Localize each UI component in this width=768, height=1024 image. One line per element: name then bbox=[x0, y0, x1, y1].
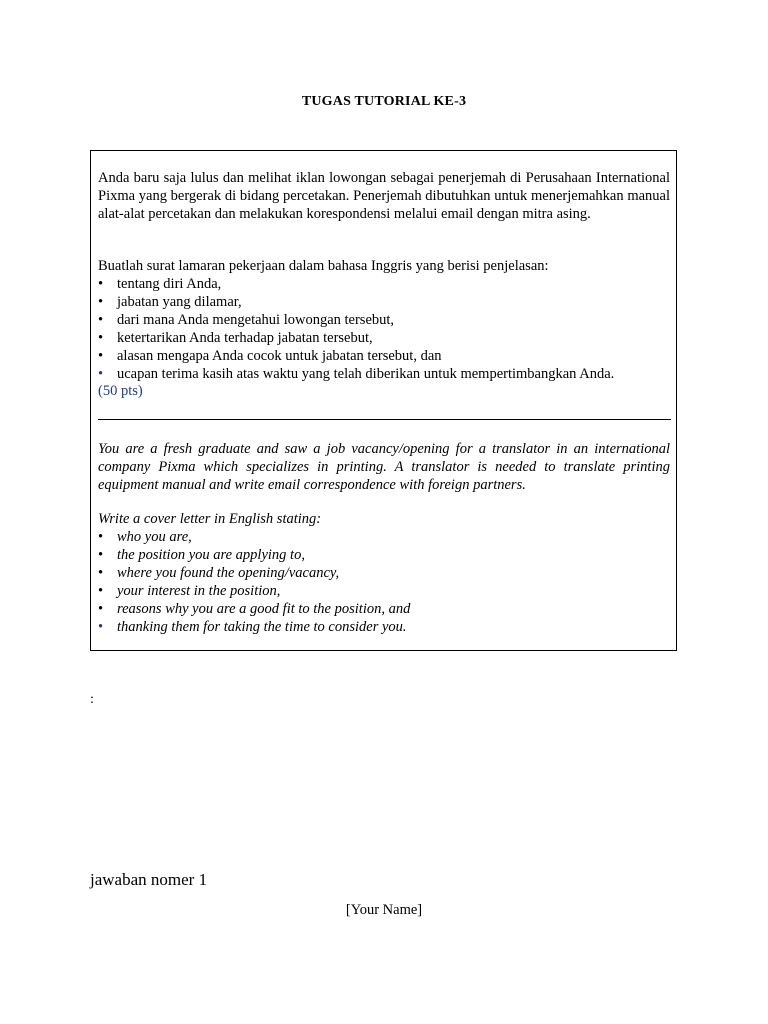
list-item bbox=[98, 347, 614, 365]
bullet-icon: • bbox=[98, 529, 104, 545]
list-item bbox=[98, 293, 614, 311]
list-item bbox=[98, 546, 410, 564]
list-item-text: your interest in the position, bbox=[117, 583, 281, 599]
bullet-icon: • bbox=[98, 366, 104, 382]
list-item-text: thanking them for taking the time to consider you. bbox=[117, 619, 407, 635]
list-item bbox=[98, 365, 614, 383]
signature-placeholder: [Your Name] bbox=[345, 902, 423, 918]
list-item-text: reasons why you are a good fit to the position, and bbox=[117, 601, 411, 617]
bullet-icon: • bbox=[98, 312, 104, 328]
list-item bbox=[98, 564, 410, 582]
colon-mark: : bbox=[90, 692, 94, 707]
bullet-icon: • bbox=[98, 330, 104, 346]
list-item bbox=[98, 600, 410, 618]
list-item-text: who you are, bbox=[117, 529, 192, 545]
list-item-text: tentang diri Anda, bbox=[117, 276, 222, 292]
assignment-box bbox=[90, 150, 677, 651]
section-divider bbox=[98, 419, 671, 420]
english-bullet-list bbox=[98, 528, 410, 636]
indonesian-bullet-list bbox=[98, 275, 614, 383]
list-item bbox=[98, 528, 410, 546]
list-item-text: the position you are applying to, bbox=[117, 547, 305, 563]
bullet-icon: • bbox=[98, 583, 104, 599]
list-item-text: ketertarikan Anda terhadap jabatan tersebut, bbox=[117, 330, 373, 346]
points-label: (50 pts) bbox=[98, 383, 143, 399]
bullet-icon: • bbox=[98, 276, 104, 292]
document-title: TUGAS TUTORIAL KE-3 bbox=[301, 94, 467, 109]
bullet-icon: • bbox=[98, 294, 104, 310]
answer-label: jawaban nomer 1 bbox=[90, 870, 208, 889]
list-item bbox=[98, 582, 410, 600]
list-item-text: where you found the opening/vacancy, bbox=[117, 565, 340, 581]
indonesian-intro-paragraph: Anda baru saja lulus dan melihat iklan lowongan sebagai penerjemah di Perusahaan International Pixma yang bergerak di bidang percetakan. Penerjemah dibutuhkan untuk menerjemahkan manual alat-alat percetakan dan melakukan korespondensi melalui email dengan mitra asing. bbox=[98, 170, 670, 222]
list-item-text: jabatan yang dilamar, bbox=[117, 294, 242, 310]
list-item-text: alasan mengapa Anda cocok untuk jabatan tersebut, dan bbox=[117, 348, 442, 364]
bullet-icon: • bbox=[98, 565, 104, 581]
indonesian-instruction: Buatlah surat lamaran pekerjaan dalam bahasa Inggris yang berisi penjelasan: bbox=[98, 258, 549, 274]
english-intro-paragraph: You are a fresh graduate and saw a job vacancy/opening for a translator in an international company Pixma which specializes in printing. A translator is needed to translate printing equipment manual and write email correspondence with foreign partners. bbox=[98, 441, 670, 493]
list-item-text: dari mana Anda mengetahui lowongan tersebut, bbox=[117, 312, 395, 328]
list-item bbox=[98, 329, 614, 347]
bullet-icon: • bbox=[98, 619, 104, 635]
list-item bbox=[98, 618, 410, 636]
bullet-icon: • bbox=[98, 601, 104, 617]
bullet-icon: • bbox=[98, 547, 104, 563]
bullet-icon: • bbox=[98, 348, 104, 364]
list-item bbox=[98, 311, 614, 329]
list-item-text: ucapan terima kasih atas waktu yang telah diberikan untuk mempertimbangkan Anda. bbox=[117, 366, 615, 382]
list-item bbox=[98, 275, 614, 293]
english-instruction: Write a cover letter in English stating: bbox=[98, 511, 322, 527]
